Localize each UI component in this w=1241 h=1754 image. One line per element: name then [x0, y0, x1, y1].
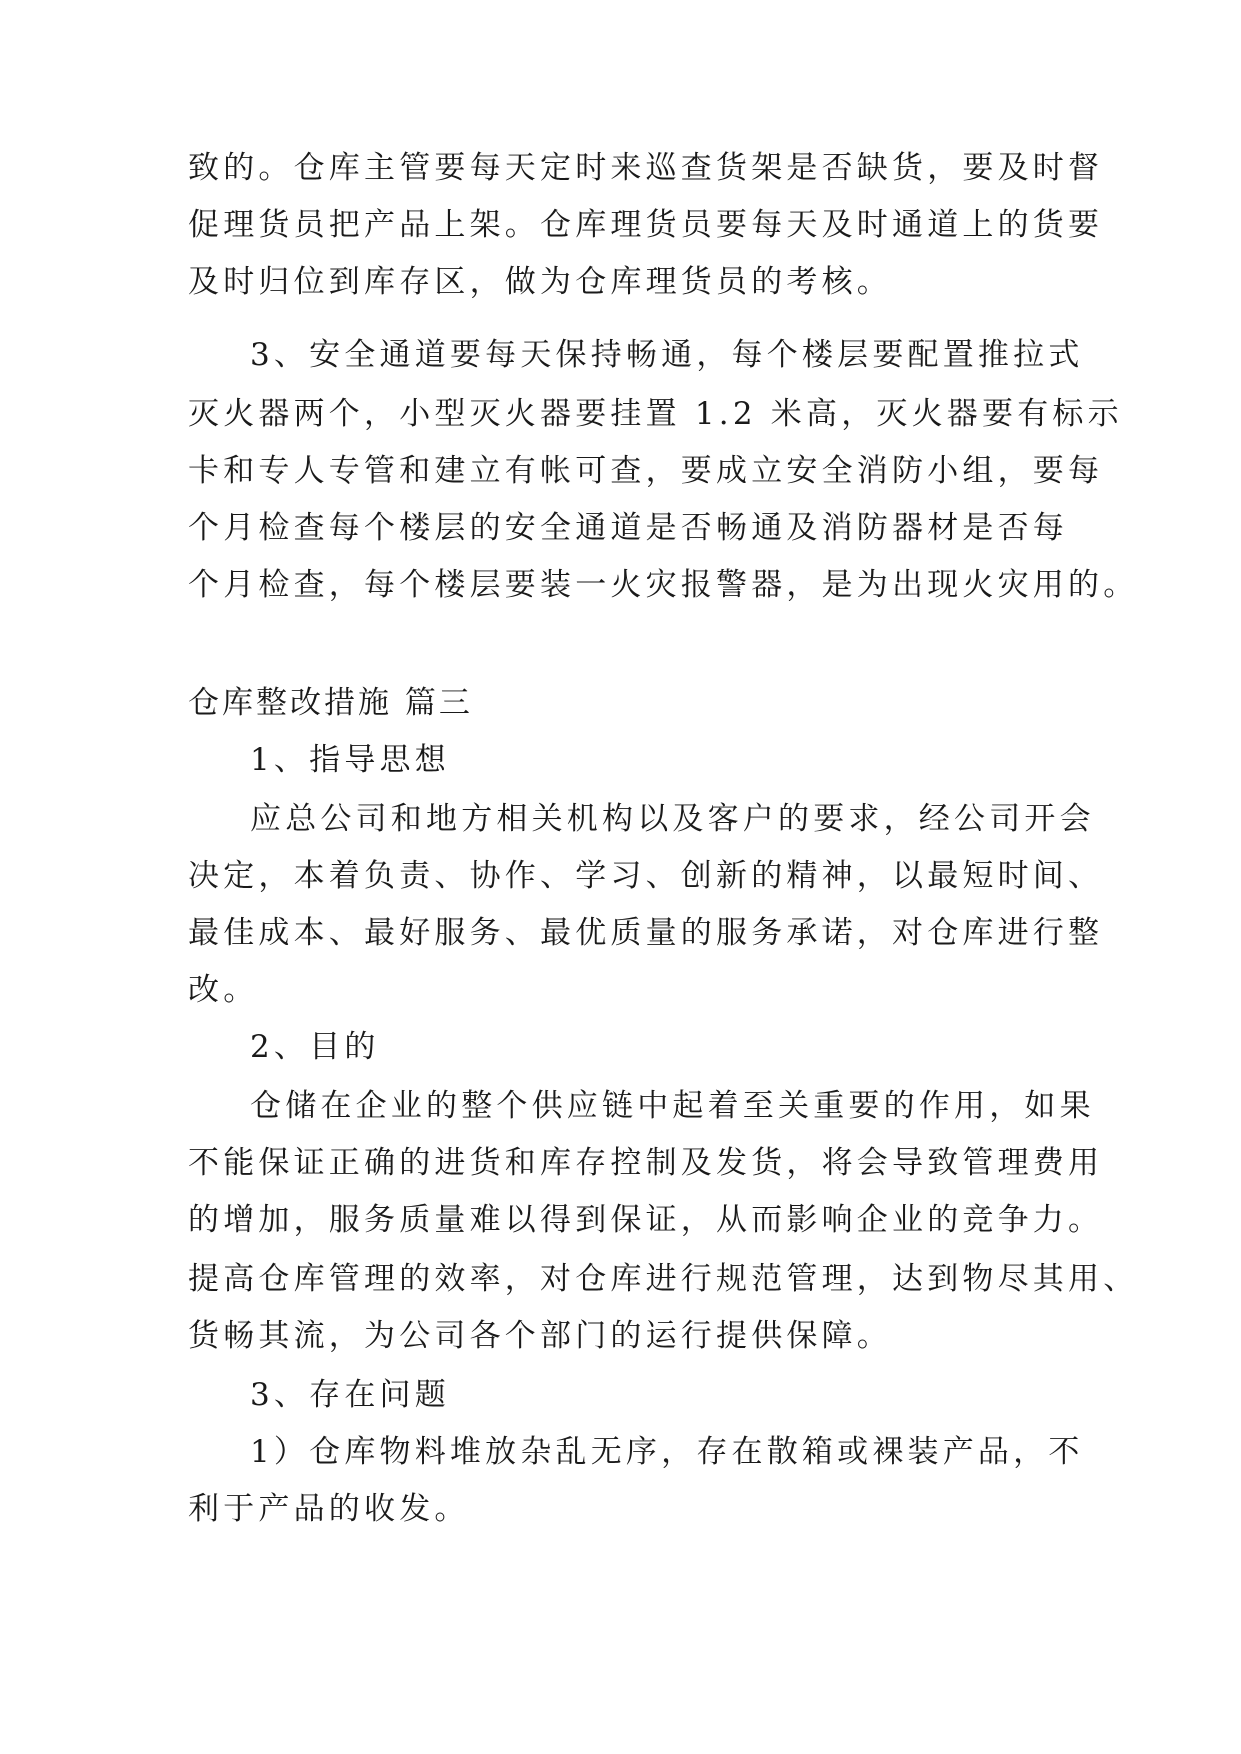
text-line: 个月检查每个楼层的安全通道是否畅通及消防器材是否每: [188, 510, 1068, 546]
text-line: 1）仓库物料堆放杂乱无序，存在散箱或裸装产品，不: [250, 1434, 1084, 1470]
section-heading: 仓库整改措施 篇三: [188, 685, 473, 721]
text-line: 决定，本着负责、协作、学习、创新的精神，以最短时间、: [188, 858, 1104, 894]
text-line: 不能保证正确的进货和库存控制及发货，将会导致管理费用: [188, 1145, 1104, 1181]
text-line: 3、安全通道要每天保持畅通，每个楼层要配置推拉式: [250, 337, 1084, 373]
text-line: 促理货员把产品上架。仓库理货员要每天及时通道上的货要: [188, 207, 1104, 243]
text-line: 仓储在企业的整个供应链中起着至关重要的作用，如果: [250, 1088, 1095, 1124]
text-line: 致的。仓库主管要每天定时来巡查货架是否缺货，要及时督: [188, 150, 1104, 186]
text-line: 改。: [188, 972, 259, 1008]
text-line: 货畅其流，为公司各个部门的运行提供保障。: [188, 1318, 892, 1354]
text-line: 灭火器两个，小型灭火器要挂置 1.2 米高，灭火器要有标示: [188, 396, 1123, 432]
text-line: 卡和专人专管和建立有帐可查，要成立安全消防小组，要每: [188, 453, 1104, 489]
text-line: 利于产品的收发。: [188, 1491, 470, 1527]
text-line: 提高仓库管理的效率，对仓库进行规范管理，达到物尽其用、: [188, 1261, 1139, 1297]
subheading: 3、存在问题: [250, 1377, 450, 1413]
text-line: 个月检查，每个楼层要装一火灾报警器，是为出现火灾用的。: [188, 567, 1139, 603]
subheading: 1、指导思想: [250, 742, 450, 778]
text-line: 的增加，服务质量难以得到保证，从而影响企业的竞争力。: [188, 1202, 1104, 1238]
text-line: 应总公司和地方相关机构以及客户的要求，经公司开会: [250, 801, 1095, 837]
text-line: 最佳成本、最好服务、最优质量的服务承诺，对仓库进行整: [188, 915, 1104, 951]
subheading: 2、目的: [250, 1029, 380, 1065]
text-line: 及时归位到库存区，做为仓库理货员的考核。: [188, 264, 892, 300]
